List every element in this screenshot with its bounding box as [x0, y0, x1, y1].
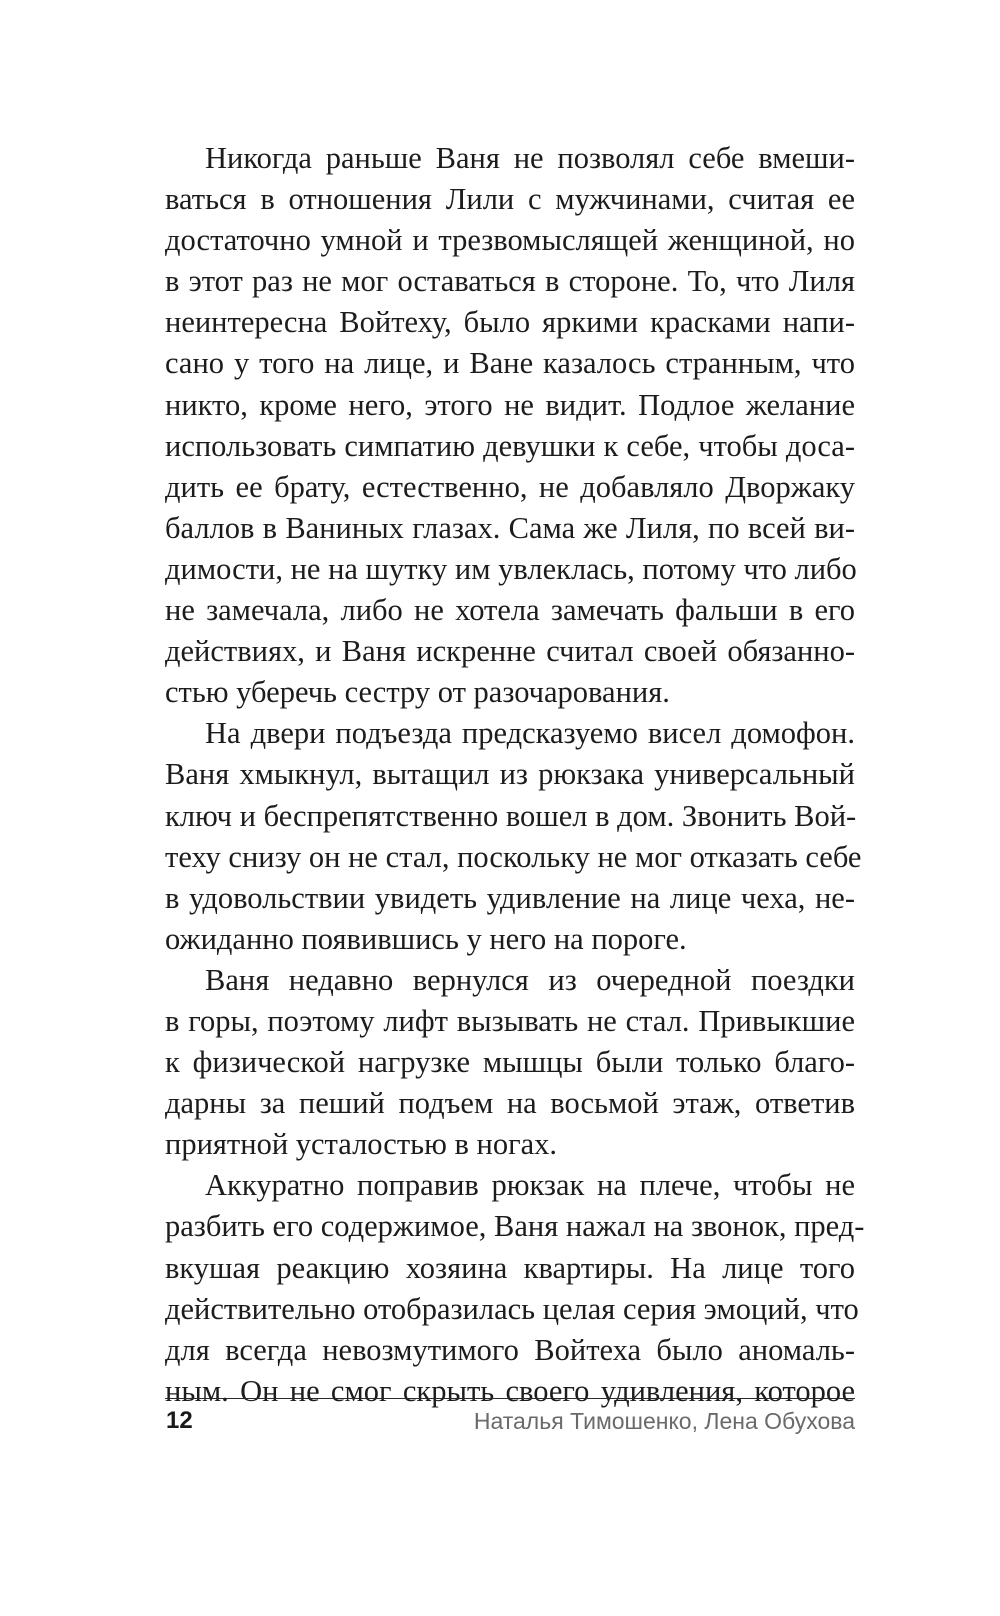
text-line: не замечала, либо не хотела замечать фальши в его	[165, 593, 855, 628]
text-line: использовать симпатию девушки к себе, чтобы доса-	[165, 428, 855, 463]
text-line: неинтересна Войтеху, было яркими красками напи-	[165, 305, 855, 340]
body-text	[165, 138, 865, 1412]
text-line: для всегда невозмутимого Войтеха было аномаль-	[165, 1332, 855, 1367]
text-line-paragraph-start: Аккуратно поправив рюкзак на плече, чтобы не	[205, 1168, 855, 1203]
text-line: в этот раз не мог оставаться в стороне. То, что Лиля	[165, 264, 855, 299]
text-line-paragraph-end: ожиданно появившись у него на пороге.	[165, 921, 687, 956]
text-line: ным. Он не смог скрыть своего удивления, которое	[165, 1373, 855, 1408]
text-line-paragraph-start: Никогда раньше Ваня не позволял себе вмеши-	[205, 141, 855, 175]
text-line-paragraph-start: Ваня недавно вернулся из очередной поездки	[205, 962, 855, 997]
page-number: 12	[166, 1407, 193, 1434]
text-line: димости, не на шутку им увлеклась, потому что либо	[165, 551, 857, 586]
text-line: в горы, поэтому лифт вызывать не стал. Привыкшие	[165, 1003, 855, 1038]
text-line: баллов в Ваниных глазах. Сама же Лиля, по всей ви-	[165, 510, 855, 545]
text-line: сано у того на лице, и Ване казалось странным, что	[165, 346, 855, 381]
text-line: в удовольствии увидеть удивление на лице чеха, не-	[165, 880, 855, 915]
text-line-paragraph-start: На двери подъезда предсказуемо висел домофон.	[205, 716, 855, 751]
footer-divider	[165, 1398, 855, 1399]
text-line: действительно отобразилась целая серия эмоций, что	[165, 1291, 859, 1326]
text-line: действиях, и Ваня искренне считал своей обязанно-	[165, 634, 855, 669]
text-line: ключ и беспрепятственно вошел в дом. Звонить Вой-	[165, 798, 857, 833]
text-line: достаточно умной и трезвомыслящей женщиной, но	[165, 223, 855, 258]
text-line: дарны за пеший подъем на восьмой этаж, ответив	[165, 1086, 855, 1121]
text-line: к физической нагрузке мышцы были только благо-	[165, 1045, 855, 1080]
text-line-paragraph-end: стью уберечь сестру от разочарования.	[165, 675, 670, 710]
text-line: никто, кроме него, этого не видит. Подлое желание	[165, 387, 855, 422]
text-line: Ваня хмыкнул, вытащил из рюкзака универсальный	[165, 757, 855, 792]
text-line: теху снизу он не стал, поскольку не мог отказать себе	[165, 839, 862, 874]
text-line: ваться в отношения Лили с мужчинами, считая ее	[165, 182, 855, 217]
text-line-paragraph-end: приятной усталостью в ногах.	[165, 1127, 558, 1162]
running-footer-authors: Наталья Тимошенко, Лена Обухова	[473, 1408, 855, 1434]
text-line: дить ее брату, естественно, не добавляло Дворжаку	[165, 469, 855, 504]
text-line: разбить его содержимое, Ваня нажал на звонок, пред-	[165, 1209, 865, 1244]
text-line: вкушая реакцию хозяина квартиры. На лице того	[165, 1250, 855, 1285]
